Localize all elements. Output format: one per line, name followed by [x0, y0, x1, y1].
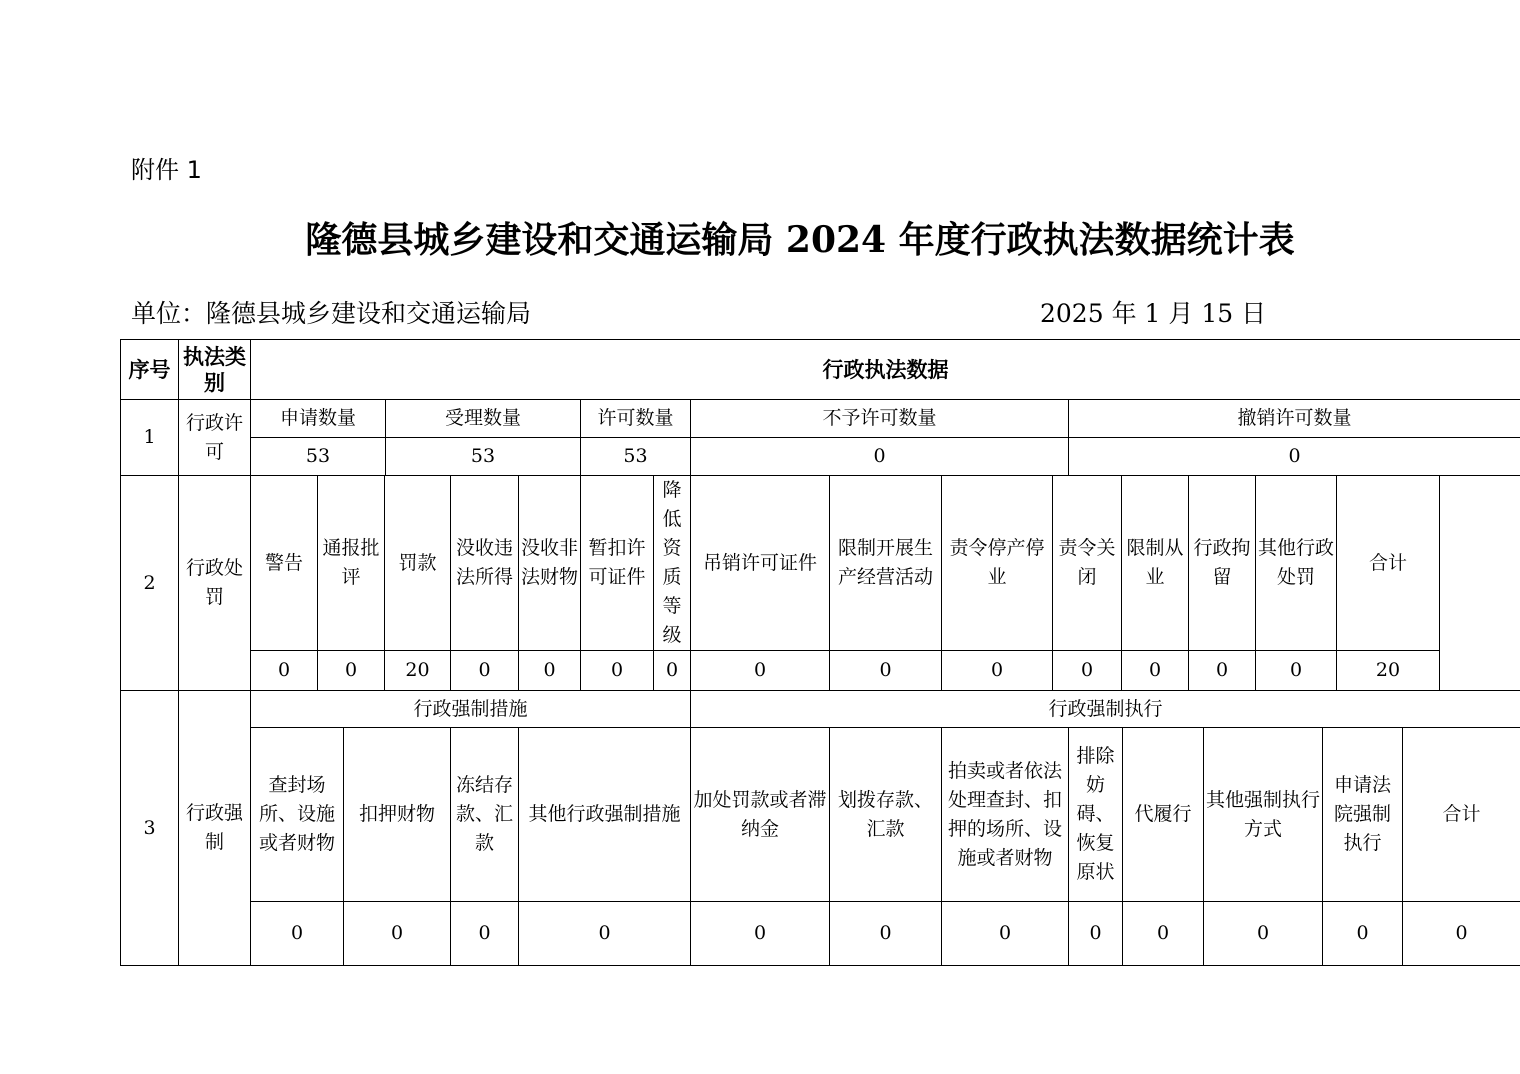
value-cell: 0 — [691, 651, 830, 691]
coercion-header-cell: 申请法院强制执行 — [1323, 728, 1403, 902]
category-cell: 行政处罚 — [179, 476, 251, 691]
value-cell: 0 — [251, 651, 318, 691]
license-header-cell: 撤销许可数量 — [1069, 400, 1520, 438]
license-header-cell: 受理数量 — [386, 400, 581, 438]
table-row — [121, 476, 1520, 651]
coercion-header-cell: 查封场所、设施或者财物 — [251, 728, 344, 902]
statistics-table — [120, 339, 1520, 966]
value-cell: 0 — [451, 902, 519, 966]
penalty-header-cell: 限制从业 — [1122, 476, 1189, 651]
value-cell: 0 — [942, 651, 1053, 691]
penalty-header-cell: 吊销许可证件 — [691, 476, 830, 651]
value-cell: 0 — [691, 438, 1069, 476]
document-title: 隆德县城乡建设和交通运输局 2024 年度行政执法数据统计表 — [305, 219, 1295, 261]
value-cell: 0 — [318, 651, 385, 691]
table-row — [121, 902, 1520, 966]
category-header: 执法类别 — [179, 340, 251, 400]
value-cell: 20 — [385, 651, 451, 691]
penalty-header-cell: 其他行政处罚 — [1256, 476, 1337, 651]
attachment-label: 附件 1 — [131, 156, 202, 184]
value-cell: 0 — [451, 651, 519, 691]
table-row — [121, 438, 1520, 476]
value-cell: 0 — [251, 902, 344, 966]
penalty-header-cell: 限制开展生产经营活动 — [830, 476, 942, 651]
penalty-header-cell: 通报批评 — [318, 476, 385, 651]
license-header-cell: 许可数量 — [581, 400, 691, 438]
coercion-header-cell: 加处罚款或者滞纳金 — [691, 728, 830, 902]
value-cell: 0 — [519, 902, 691, 966]
penalty-header-cell: 没收非法财物 — [519, 476, 581, 651]
penalty-header-cell: 没收违法所得 — [451, 476, 519, 651]
penalty-header-cell: 合计 — [1337, 476, 1440, 651]
value-cell: 0 — [1053, 651, 1122, 691]
coercion-header-cell: 扣押财物 — [344, 728, 451, 902]
value-cell: 53 — [581, 438, 691, 476]
coercion-header-cell: 冻结存款、汇款 — [451, 728, 519, 902]
coercive-execution-group: 行政强制执行 — [691, 691, 1520, 728]
table-row — [121, 691, 1520, 728]
coercion-header-cell: 拍卖或者依法处理查封、扣押的场所、设施或者财物 — [942, 728, 1069, 902]
value-cell: 0 — [830, 651, 942, 691]
data-header: 行政执法数据 — [251, 340, 1520, 400]
value-cell: 0 — [691, 902, 830, 966]
value-cell: 0 — [1069, 902, 1123, 966]
value-cell: 0 — [1122, 651, 1189, 691]
value-cell: 0 — [1123, 902, 1204, 966]
coercion-header-cell: 其他强制执行方式 — [1204, 728, 1323, 902]
seq-cell: 1 — [121, 400, 179, 476]
seq-cell: 2 — [121, 476, 179, 691]
seq-cell: 3 — [121, 691, 179, 966]
value-cell: 53 — [251, 438, 386, 476]
coercive-measures-group: 行政强制措施 — [251, 691, 691, 728]
license-header-cell: 不予许可数量 — [691, 400, 1069, 438]
unit-label: 单位：隆德县城乡建设和交通运输局 — [131, 299, 532, 328]
value-cell: 53 — [386, 438, 581, 476]
value-cell: 0 — [654, 651, 691, 691]
value-cell: 0 — [1403, 902, 1520, 966]
penalty-header-cell: 警告 — [251, 476, 318, 651]
value-cell: 0 — [519, 651, 581, 691]
table-row — [121, 400, 1520, 438]
penalty-header-cell: 责令停产停业 — [942, 476, 1053, 651]
value-cell: 0 — [1204, 902, 1323, 966]
coercion-header-cell: 划拨存款、汇款 — [830, 728, 942, 902]
value-cell: 0 — [344, 902, 451, 966]
value-cell: 0 — [942, 902, 1069, 966]
penalty-header-cell: 行政拘留 — [1189, 476, 1256, 651]
value-cell: 20 — [1337, 651, 1440, 691]
seq-header: 序号 — [121, 340, 179, 400]
coercion-header-cell: 代履行 — [1123, 728, 1204, 902]
penalty-header-cell: 暂扣许可证件 — [581, 476, 654, 651]
license-header-cell: 申请数量 — [251, 400, 386, 438]
category-cell: 行政强制 — [179, 691, 251, 966]
coercion-header-cell: 合计 — [1403, 728, 1520, 902]
category-cell: 行政许可 — [179, 400, 251, 476]
value-cell: 0 — [1323, 902, 1403, 966]
coercion-header-cell: 其他行政强制措施 — [519, 728, 691, 902]
value-cell: 0 — [581, 651, 654, 691]
header-row — [121, 340, 1520, 400]
value-cell: 0 — [1189, 651, 1256, 691]
value-cell: 0 — [1256, 651, 1337, 691]
table-row — [121, 728, 1520, 902]
penalty-header-cell: 降低资质等级 — [654, 476, 691, 651]
date-label: 2025 年 1 月 15 日 — [1040, 299, 1267, 328]
penalty-header-cell: 罚款 — [385, 476, 451, 651]
coercion-header-cell: 排除妨碍、恢复原状 — [1069, 728, 1123, 902]
penalty-header-cell: 责令关闭 — [1053, 476, 1122, 651]
value-cell: 0 — [1069, 438, 1520, 476]
value-cell: 0 — [830, 902, 942, 966]
table-row — [121, 651, 1520, 691]
